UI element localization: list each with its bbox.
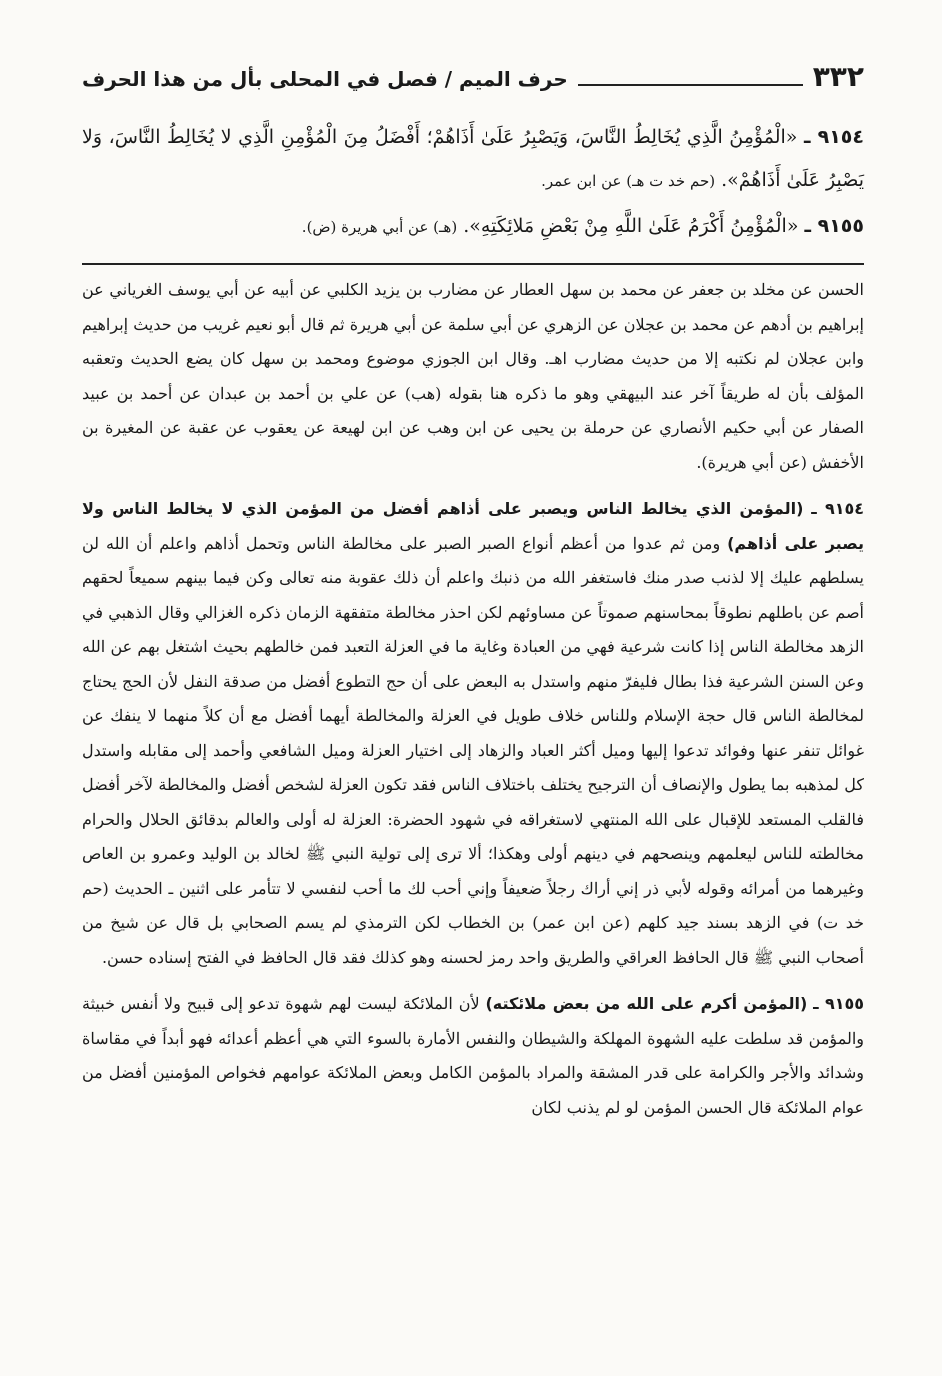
- commentary-number: ٩١٥٤ ـ: [811, 499, 864, 518]
- hadith-source: (حم خد ت هـ) عن ابن عمر.: [541, 172, 716, 190]
- book-page: [82, 60, 864, 1356]
- hadith-entry: [82, 116, 864, 203]
- hadith-block: [82, 116, 864, 249]
- hadith-number: ٩١٥٥ ـ: [804, 215, 864, 237]
- commentary: [82, 273, 864, 1125]
- running-title: حرف الميم / فصل في المحلى بأل من هذا الحرف: [82, 67, 568, 91]
- page-number: ٣٣٢: [812, 60, 864, 93]
- commentary-intro: الحسن عن مخلد بن جعفر عن محمد بن سهل العطار عن مضارب بن يزيد الكلبي عن أبيه عن أبي يوسف الغرياني عن إبراهيم بن أدهم عن محمد بن عجلان عن الزهري عن أبي سلمة عن أبي هريرة ثم قال أبو نعيم غريب من حديث إبراهيم وابن عجلان لم نكتبه إلا من حديث مضارب اهـ. وقال ابن الجوزي موضوع ومحمد بن سهل كان يضع الحديث وتعقبه المؤلف بأن له طريقاً آخر عند البيهقي وهو ما ذكره هنا بقوله (هب) عن علي بن أحمد بن عبدان عن أحمد بن عبيد الصفار عن أبي حكيم الأنصاري عن حرملة بن يحيى عن ابن وهب عن ابن لهيعة عن يعقوب عن عقبة عن المغيرة بن الأخفش (عن أبي هريرة).: [82, 280, 865, 472]
- hadith-text: «الْمُؤْمِنُ الَّذِي يُخَالِطُ النَّاسَ، وَيَصْبِرُ عَلَىٰ أَذَاهُمْ؛ أَفْضَلُ مِنَ الْمُؤْمِنِ الَّذِي لا يُخَالِطُ النَّاسَ، وَلا يَصْبِرُ عَلَىٰ أَذَاهُمْ».: [82, 126, 864, 191]
- commentary-lemma: (المؤمن أكرم على الله من بعض ملائكته): [485, 994, 808, 1013]
- hadith-text: «الْمُؤْمِنُ أَكْرَمُ عَلَىٰ اللَّهِ مِنْ بَعْضِ مَلائِكَتِهِ».: [463, 215, 799, 237]
- hadith-source: (هـ) عن أبي هريرة (ض).: [301, 218, 458, 236]
- commentary-text: ومن ثم عدوا من أعظم أنواع الصبر الصبر على مخالطة الناس وتحمل أذاهم واعلم أن الله لن يسلطهم عليك إلا لذنب صدر منك فاستغفر الله من ذنبك واعلم أن ذلك عقوبة منه تعالى وكن فيما بينهم سميعاً لحقهم أصم عن باطلهم نطوقاً بمحاسنهم صموتاً عن مساوئهم لكن احذر مخالطة متفقهة الزمان ذكره الغزالي وقال الذهبي في الزهد مخالطة الناس إذا كانت شرعية فهي من العبادة وغاية ما في العزلة التعبد فمن خالطهم بحيث اشتغل بهم عن الله وعن السنن الشرعية فذا بطال فليفرّ منهم واستدل به البعض على أن حج التطوع أفضل من صدقة النفل لأن الحج يحتاج لمخالطة الناس قال حجة الإسلام وللناس خلاف طويل في العزلة والمخالطة أيهما أفضل مع أن كلاً منهما لا ينفك عن غوائل تنفر عنها وفوائد تدعوا إليها وميل أكثر العباد والزهاد إلى اختيار العزلة وميل الشافعي وأحمد إلى مقابله واستدل كل لمذهبه بما يطول والإنصاف أن الترجيح يختلف باختلاف الناس فقد تكون العزلة لشخص أفضل والمخالطة لآخر أفضل فالقلب المستعد للإقبال على الله المنتهي لاستغراقه في شهود الحضرة: العزلة له أولى والعالم بدقائق الحلال والحرام مخالطته للناس ليعلمهم وينصحهم في دينهم أولى وهكذا؛ ألا ترى إلى تولية النبي ﷺ لخالد بن الوليد وعمرو بن العاص وغيرهما من أمرائه وقوله لأبي ذر إني أراك رجلاً ضعيفاً وإني أحب لك ما أحب لنفسي لا تتأمر على اثنين ـ الحديث (حم خد ت) في الزهد بسند جيد كلهم (عن ابن عمر) بن الخطاب لكن الترمذي لم يسم الصحابي بل قال عن شيخ من أصحاب النبي ﷺ قال الحافظ العراقي والطريق واحد رمز لحسنه وهو كذلك فقد قال الحافظ في الفتح إسناده حسن.: [82, 533, 864, 967]
- hadith-number: ٩١٥٤ ـ: [803, 126, 864, 148]
- commentary-number: ٩١٥٥ ـ: [813, 994, 864, 1013]
- header-rule: [578, 84, 803, 86]
- page-header: [82, 60, 864, 104]
- commentary-text: لأن الملائكة ليست لهم شهوة تدعو إلى قبيح ولا أنفس خبيثة والمؤمن قد سلطت عليه الشهوة المهلكة والشيطان والنفس الأمارة بالسوء التي هي أعظم أعدائه فهو أبداً في مقاساة وشدائد والأجر والكرامة على قدر المشقة والمراد بالمؤمن الكامل وبعض الملائكة عوامهم فخواص المؤمنين أفضل من عوام الملائكة قال الحسن المؤمن لو لم يذنب لكان: [82, 994, 865, 1117]
- footnote-separator: [82, 263, 864, 265]
- hadith-entry: [82, 205, 864, 249]
- commentary-lemma: (المؤمن الذي يخالط الناس ويصبر على أذاهم أفضل من المؤمن الذي لا يخالط الناس ولا يصبر على أذاهم): [82, 499, 864, 553]
- commentary-entry: [82, 987, 864, 1125]
- commentary-entry: [82, 492, 864, 975]
